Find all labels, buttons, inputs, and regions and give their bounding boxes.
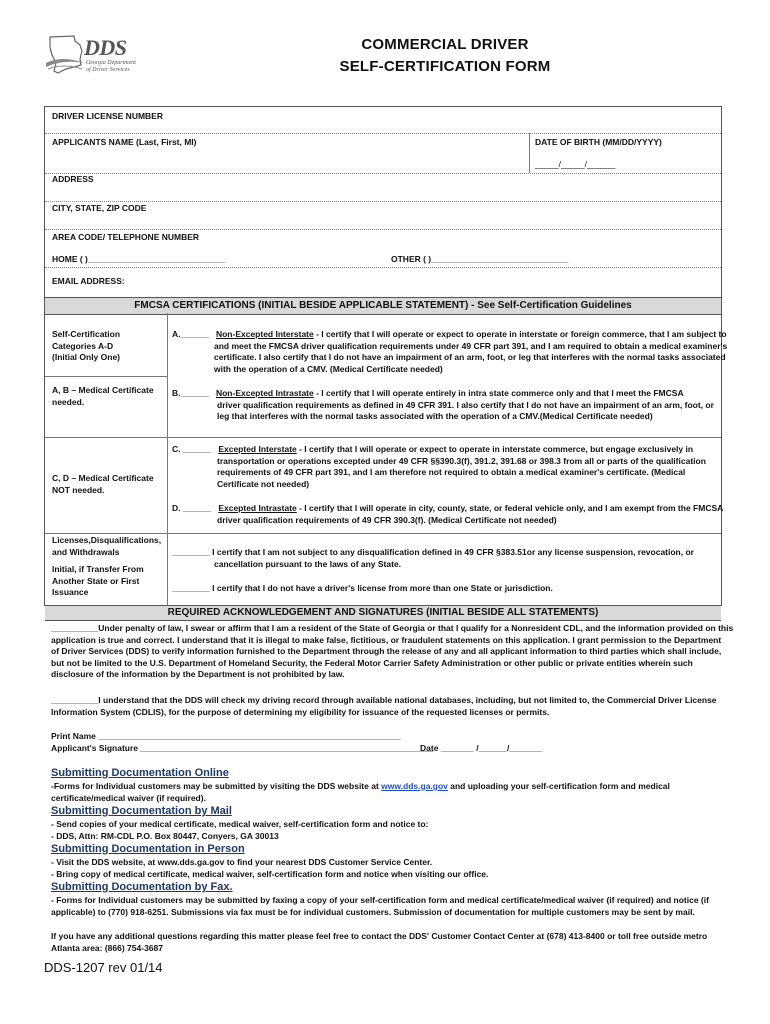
license-number-label: DRIVER LICENSE NUMBER <box>52 111 163 121</box>
row-divider <box>45 201 721 202</box>
in-person-instructions: - Visit the DDS website, at www.dds.ga.gov to find your nearest DDS Customer Service Center. - Bring copy of medical certificate, medical waiver, self-certification form and notice when visiting our office. <box>51 857 489 879</box>
row-divider <box>45 267 721 268</box>
dob-label: DATE OF BIRTH (MM/DD/YYYY) <box>535 137 662 147</box>
cd-medical-note: C, D – Medical Certificate NOT needed. <box>52 473 154 495</box>
dds-logo <box>44 33 154 79</box>
single-license-statement <box>172 583 553 595</box>
category-b: B.______ Non-Excepted Intrastate - I certify that I will operate entirely in intra state commerce only and that I meet the FMCSA driver qualification requirements as defined in 49 CFR 391. I also certify that I do not have an impairment of an arm, foot, or leg that interferes with the normal tasks associated with the operation of a CMV.(Medical Certificate needed) <box>172 388 714 421</box>
category-a: A.______ Non-Excepted Interstate - I certify that I will operate or expect to operate in interstate or foreign commerce, that I am subject to and meet the FMCSA driver qualification requirements under 49 CFR part 391, and I am required to obtain a medical examiner's certificate. I also certify that I do not have an impairment of an arm, foot, or leg that interferes with the normal tasks associated with the operation of a CMV. (Medical Certificate needed) <box>172 329 728 374</box>
disqualification-statement: ________ I certify that I am not subject to any disqualification defined in 49 CFR §383.51or any license suspension, revocation, or cancellation pursuant to the laws of any State. <box>172 547 694 569</box>
driving-record-statement: __________I understand that the DDS will check my driving record through available national databases, including, but not limited to, the Commercial Driver License Information System (CDLIS), for the purpose of determining my eligibility for issuance of the requested licenses or permits. <box>51 695 721 718</box>
row-divider <box>45 173 721 174</box>
residency-statement: __________Under penalty of law, I swear or affirm that I am a resident of the State of Georgia or that I qualify for a Nonresident CDL, and the information provided on this application is true and correct. I understand that it is illegal to make false, fictitious, or fraudulent statements on this application. I grant permission to the Department of Driver Services (DDS) to verify information furnished to the Department through the release of any and all applicant information to third parties which shall include, but not be limited to the U.S. Department of Homeland Security, the Federal Motor Carrier Safety Administration or other public or private entities wherein such disclosure of the information by the Department is not prohibited by law. <box>51 623 734 679</box>
disqualification-initial[interactable]: ________ I certify that I am not subject to any disqualification defined in 49 CFR §383.51or any license suspension, revocation, or <box>172 547 694 557</box>
georgia-state-outline-icon <box>44 33 86 77</box>
category-a-initial[interactable]: A.______ <box>172 329 209 339</box>
driving-record-initial[interactable]: __________I understand that the DDS will check my driving record through available national databases, including, but not limited to, the Commercial Driver License <box>51 695 717 705</box>
column-divider <box>167 313 168 609</box>
city-state-zip-label: CITY, STATE, ZIP CODE <box>52 203 147 213</box>
row-divider <box>45 437 721 438</box>
category-d-initial[interactable]: D. ______ <box>172 503 212 513</box>
fax-instructions: - Forms for Individual customers may be submitted by faxing a copy of your self-certification form and medical certificate/medical waiver (if required) and notice (if applicable) to (770) 918-6251. Submissions via fax must be for individual customers. Submission of documentation for multiple customers may be sent by mail. <box>51 895 709 917</box>
applicant-name-label: APPLICANTS NAME (Last, First, MI) <box>52 137 197 147</box>
in-person-heading: Submitting Documentation in Person <box>51 843 245 855</box>
acknowledgement-header: REQUIRED ACKNOWLEDGEMENT AND SIGNATURES (INITIAL BESIDE ALL STATEMENTS) <box>45 605 721 621</box>
row-divider <box>45 229 721 230</box>
applicant-form <box>44 106 728 618</box>
licenses-section-label: Licenses,Disqualifications, and Withdrawals Initial, if Transfer From Another State or First Issuance <box>52 535 162 597</box>
ab-medical-note: A, B – Medical Certificate needed. <box>52 385 154 407</box>
online-heading: Submitting Documentation Online <box>51 767 229 779</box>
category-b-initial[interactable]: B.______ <box>172 388 209 398</box>
category-d: D. ______ Excepted Intrastate - I certify that I will operate in city, county, state, or federal vehicle only, and I am exempt from the FMCSA driver qualification requirements of 49 CFR 390.3(f). (Medical Certificate not needed) <box>172 503 724 525</box>
phone-label: AREA CODE/ TELEPHONE NUMBER <box>52 232 200 242</box>
row-divider <box>45 376 167 377</box>
fax-heading: Submitting Documentation by Fax. <box>51 881 233 893</box>
contact-info: If you have any additional questions regarding this matter please feel free to contact the DDS' Customer Contact Center at (678) 413-8400 or toll free outside metro Atlanta area: (866) 754-3687 <box>51 931 708 953</box>
row-divider <box>45 533 721 534</box>
fmcsa-section-header: FMCSA CERTIFICATIONS (INITIAL BESIDE APPLICABLE STATEMENT) - See Self-Certification Guidelines <box>45 297 721 315</box>
row-divider <box>45 133 721 134</box>
signature-field[interactable]: Applicant's Signature ______________________________________________________________ <box>51 743 434 753</box>
logo-text: DDS <box>84 35 127 60</box>
print-name-field[interactable]: Print Name ________________________________________________________________ <box>51 731 401 741</box>
form-title-line2: SELF-CERTIFICATION FORM <box>339 58 551 75</box>
email-label: EMAIL ADDRESS: <box>52 276 125 286</box>
category-c: C. ______ Excepted Interstate - I certify that I will operate or expect to operate in interstate commerce, but engage exclusively in transportation or operations excepted under 49 CFR §§390.3(f), 391.2, 391.68 or 398.3 from all or parts of the qualification requirements of 49 CFR part 391, and I am therefore not required to obtain a medical examiner's certificate. (Medical Certificate not needed) <box>172 444 706 489</box>
category-c-initial[interactable]: C. ______ <box>172 444 212 454</box>
other-phone-field[interactable]: OTHER ( )_____________________________ <box>391 254 569 264</box>
residency-initial[interactable]: __________Under penalty of law, I swear or affirm that I am a resident of the State of Georgia or that I qualify for a Nonresident CDL, and the information provided on this <box>51 623 734 633</box>
mail-heading: Submitting Documentation by Mail <box>51 805 232 817</box>
date-field[interactable]: Date _______ /______/_______ <box>420 743 543 753</box>
category-instructions: Self-Certification Categories A-D (Initial Only One) <box>52 329 121 362</box>
dob-field[interactable]: _____/_____/______ <box>535 159 616 169</box>
dds-website-link[interactable]: www.dds.ga.gov <box>381 781 448 791</box>
form-revision-number: DDS-1207 rev 01/14 <box>44 960 163 975</box>
logo-subtitle: Georgia Department of Driver Services <box>86 60 136 73</box>
online-instructions: -Forms for Individual customers may be submitted by visiting the DDS website at www.dds.ga.gov and uploading your self-certification form and medical certificate/medical waiver (if required). <box>51 781 670 803</box>
mail-instructions: - Send copies of your medical certificate, medical waiver, self-certification form and notice to: - DDS, Attn: RM-CDL P.O. Box 80447, Conyers, GA 30013 <box>51 819 429 841</box>
address-label: ADDRESS <box>52 174 94 184</box>
single-license-initial[interactable]: ________ I certify that I do not have a driver's license from more than one State or jurisdiction. <box>172 583 553 593</box>
form-title-line1: COMMERCIAL DRIVER <box>361 36 529 53</box>
home-phone-field[interactable]: HOME ( )_____________________________ <box>52 254 225 264</box>
column-divider <box>529 133 530 173</box>
